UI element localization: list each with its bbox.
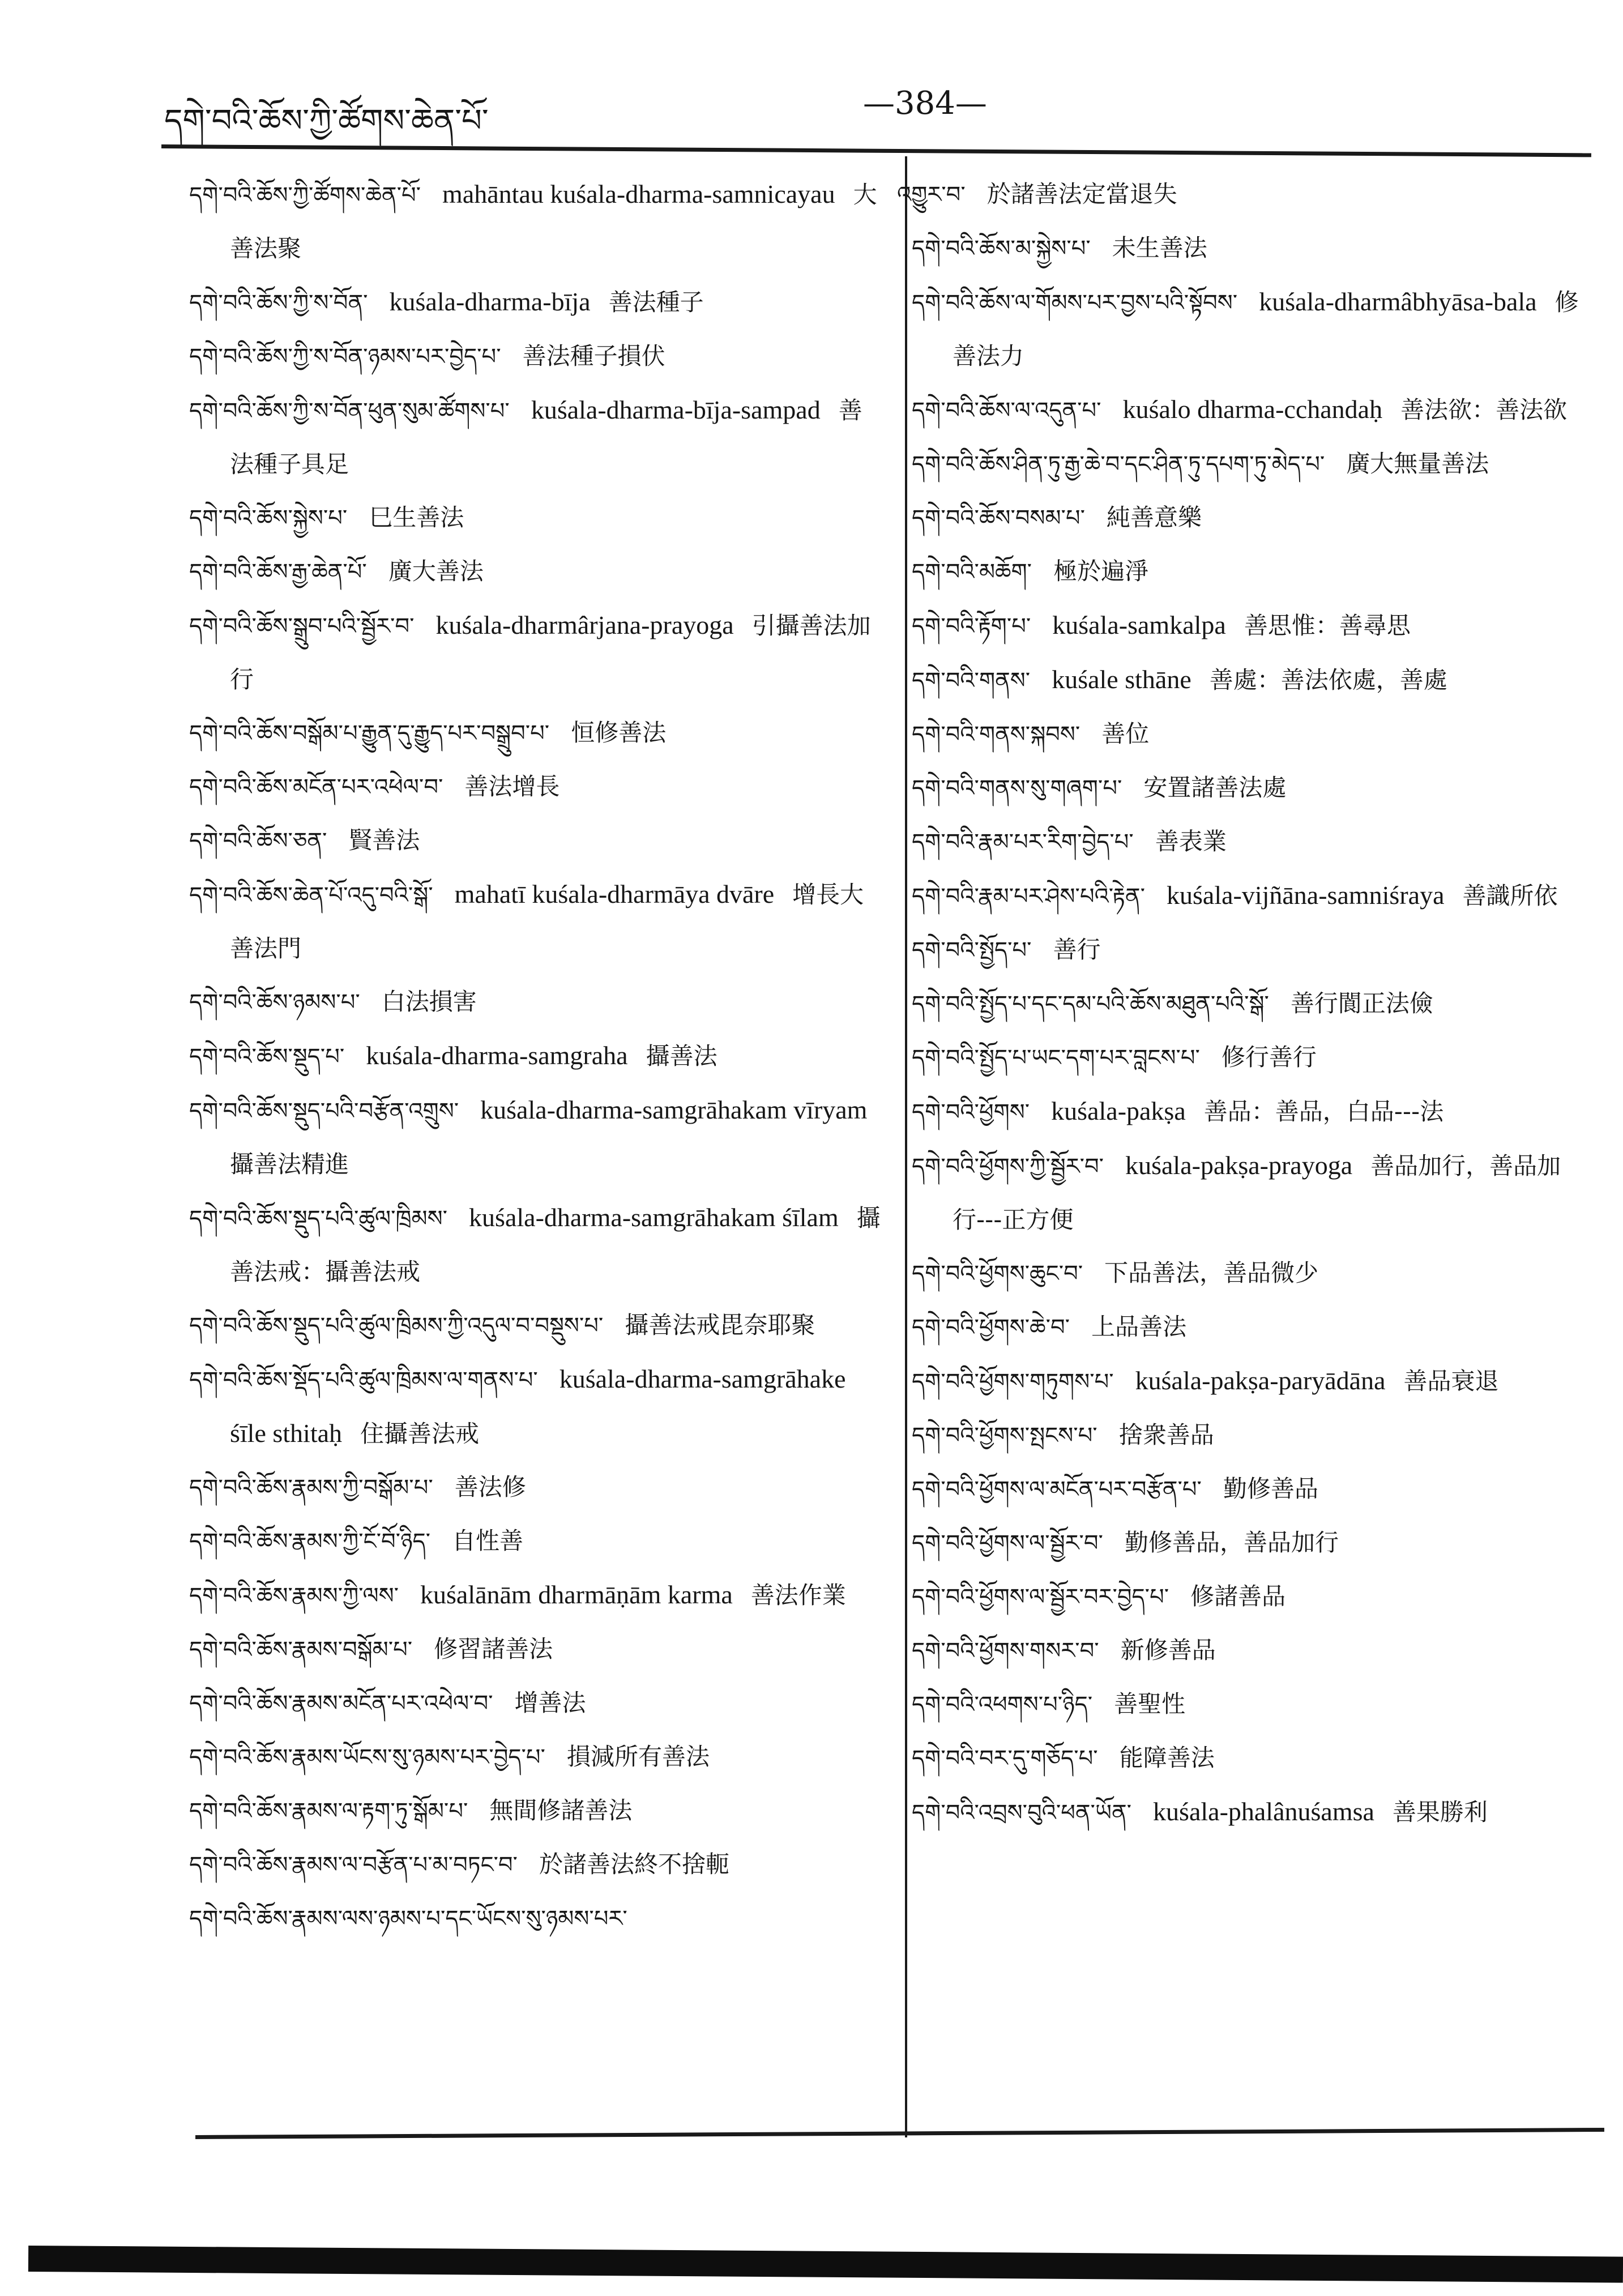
chinese-translation: 新修善品 <box>1120 1636 1216 1664</box>
tibetan-headword: དགེ་བའི་ཆོས་རྣམས་ལ་བརྩོན་པ་མ་བཏང་བ་ <box>189 1852 518 1878</box>
tibetan-headword: དགེ་བའི་མཆོག་ <box>912 559 1032 585</box>
chinese-translation: 修善法力 <box>953 288 1579 370</box>
sanskrit-equivalent: kuśalo dharma-cchandaḥ <box>1122 395 1383 424</box>
tibetan-headword: དགེ་བའི་ཆོས་མ་སྐྱེས་པ་ <box>912 236 1091 262</box>
tibetan-headword: དགེ་བའི་བར་དུ་གཅོད་པ་ <box>912 1746 1098 1772</box>
chinese-translation: 攝善法 <box>646 1042 717 1070</box>
dictionary-entry <box>189 1191 886 1299</box>
dictionary-entry <box>189 706 886 760</box>
chinese-translation: 能障善法 <box>1119 1744 1215 1772</box>
sanskrit-equivalent: mahatī kuśala-dharmāya dvāre <box>454 880 775 908</box>
tibetan-headword: དགེ་བའི་ཕྱོགས་ཆེ་བ་ <box>912 1315 1070 1341</box>
dictionary-entry <box>912 869 1588 923</box>
sanskrit-equivalent: kuśala-dharma-bīja <box>389 287 591 316</box>
tibetan-headword: དགེ་བའི་སྤྱོད་པ་ <box>912 937 1032 963</box>
dictionary-entry <box>189 1299 886 1352</box>
sanskrit-equivalent: kuśala-dharma-samgrāhakam vīryam <box>480 1095 868 1124</box>
chinese-translation: 純善意樂 <box>1107 503 1202 531</box>
tibetan-headword: དགེ་བའི་ཕྱོགས་ལ་མངོན་པར་བརྩོན་པ་ <box>912 1476 1202 1503</box>
chinese-translation: 善法種子損伏 <box>522 342 665 370</box>
tibetan-headword: དགེ་བའི་རྟོག་པ་ <box>912 613 1031 639</box>
dictionary-entry <box>189 1568 886 1623</box>
page-number: —384— <box>863 85 987 122</box>
tibetan-headword: དགེ་བའི་ཕྱོགས་ཆུང་བ་ <box>912 1261 1083 1287</box>
sanskrit-equivalent: kuśala-pakṣa <box>1051 1096 1186 1125</box>
chinese-translation: 未生善法 <box>1112 234 1207 262</box>
chinese-translation: 增善法 <box>514 1689 586 1717</box>
chinese-translation: 大善法聚 <box>230 181 877 262</box>
sanskrit-equivalent: kuśala-pakṣa-prayoga <box>1125 1151 1353 1180</box>
tibetan-headword: དགེ་བའི་ཆོས་ཆེན་པོ་འདུ་བའི་སྒོ་ <box>189 882 433 908</box>
dictionary-entry <box>189 1623 886 1676</box>
chinese-translation: 善品加行，善品加行---正方便 <box>953 1152 1561 1234</box>
sanskrit-equivalent: kuśala-dharmârjana-prayoga <box>435 611 734 639</box>
dictionary-entry <box>912 1409 1588 1462</box>
dictionary-entry <box>189 868 886 975</box>
dictionary-entry <box>912 491 1588 545</box>
dictionary-entry <box>912 1462 1588 1516</box>
sanskrit-equivalent: kuśalānām dharmāṇām karma <box>420 1580 733 1609</box>
tibetan-headword: དགེ་བའི་ཆོས་རྒྱ་ཆེན་པོ་ <box>189 559 367 585</box>
chinese-translation: 勤修善品 <box>1223 1475 1318 1503</box>
tibetan-headword: དགེ་བའི་འཕགས་པ་ཉིད་ <box>912 1692 1093 1718</box>
tibetan-headword: དགེ་བའི་ཆོས་སྐྱེས་པ་ <box>189 505 348 531</box>
chinese-translation: 安置諸善法處 <box>1143 774 1287 801</box>
tibetan-headword: དགེ་བའི་ཆོས་སྡུད་པའི་བརྩོན་འགྲུས་ <box>189 1098 459 1124</box>
sanskrit-equivalent: kuśale sthāne <box>1052 665 1191 694</box>
chinese-translation: 善法作業 <box>750 1581 846 1609</box>
dictionary-entry <box>189 1784 886 1838</box>
chinese-translation: 住攝善法戒 <box>360 1420 480 1448</box>
sanskrit-equivalent: mahāntau kuśala-dharma-samnicayau <box>442 180 835 208</box>
dictionary-entry <box>912 761 1588 815</box>
left-column <box>189 168 886 1945</box>
chinese-translation: 善品：善品，白品---法 <box>1203 1098 1444 1125</box>
chinese-translation: 修習諸善法 <box>434 1635 553 1663</box>
tibetan-headword: དགེ་བའི་ཆོས་ཀྱི་ས་བོན་ <box>189 290 368 316</box>
chinese-translation: 善聖性 <box>1114 1690 1186 1718</box>
tibetan-headword: དགེ་བའི་ཆོས་རྣམས་ལས་ཉམས་པ་དང་ཡོངས་སུ་ཉམས་པར་ <box>189 1906 627 1932</box>
dictionary-entry <box>912 815 1588 869</box>
tibetan-headword: དགེ་བའི་ཆོས་སྡོད་པའི་ཚུལ་ཁྲིམས་ལ་གནས་པ་ <box>189 1367 538 1393</box>
chinese-translation: 增長大善法門 <box>230 881 864 962</box>
dictionary-entry <box>912 977 1588 1031</box>
running-head-title: དགེ་བའི་ཆོས་ཀྱི་ཚོགས་ཆེན་པོ་ <box>164 103 489 139</box>
tibetan-headword: དགེ་བའི་རྣམ་པར་ཤེས་པའི་རྟེན་ <box>912 884 1145 910</box>
dictionary-entry <box>912 1354 1588 1409</box>
column-divider <box>905 156 907 2137</box>
dictionary-entry <box>912 1247 1588 1300</box>
tibetan-headword: དགེ་བའི་ཆོས་རྣམས་ཀྱི་བསྒོམ་པ་ <box>189 1475 433 1501</box>
dictionary-entry <box>189 1514 886 1568</box>
chinese-translation: 廣大善法 <box>388 557 484 585</box>
sanskrit-equivalent: kuśala-dharma-samgrāhake śīle sthitaḥ <box>230 1364 846 1448</box>
dictionary-entry <box>189 275 886 330</box>
chinese-translation: 勤修善品，善品加行 <box>1124 1529 1339 1556</box>
tibetan-headword: དགེ་བའི་གནས་ <box>912 668 1031 694</box>
chinese-translation: 善法種子 <box>608 288 704 316</box>
chinese-translation: 攝善法精進 <box>230 1150 349 1178</box>
tibetan-headword: དགེ་བའི་ཆོས་སྡུད་པ་ <box>189 1044 345 1070</box>
dictionary-entry <box>912 1516 1588 1570</box>
dictionary-entry <box>189 330 886 383</box>
tibetan-headword: དགེ་བའི་ཕྱོགས་ལ་སྦྱོར་བར་བྱེད་པ་ <box>912 1584 1169 1610</box>
sanskrit-equivalent: kuśala-dharma-samgrāhakam śīlam <box>469 1203 839 1232</box>
tibetan-headword: དགེ་བའི་ཆོས་སྒྲུབ་པའི་སྦྱོར་བ་ <box>189 613 415 639</box>
tibetan-headword: དགེ་བའི་སྤྱོད་པ་དང་དམ་པའི་ཆོས་མཐུན་པའི་སྒོ་ <box>912 991 1269 1017</box>
chinese-translation: 恒修善法 <box>571 719 667 746</box>
tibetan-headword: དགེ་བའི་ཕྱོགས་ཀྱི་སྦྱོར་བ་ <box>912 1154 1104 1180</box>
tibetan-headword: དགེ་བའི་ཆོས་ལ་གོམས་པར་བྱས་པའི་སྟོབས་ <box>912 290 1238 316</box>
dictionary-entry <box>912 1624 1588 1678</box>
dictionary-entry <box>912 383 1588 437</box>
tibetan-headword: དགེ་བའི་འབྲས་བུའི་ཕན་ཡོན་ <box>912 1800 1132 1826</box>
chinese-translation: 廣大無量善法 <box>1346 450 1489 477</box>
tibetan-headword: དགེ་བའི་ཕྱོགས་ལ་སྦྱོར་བ་ <box>912 1530 1103 1556</box>
tibetan-headword: དགེ་བའི་ཆོས་རྣམས་ཀྱི་ལས་ <box>189 1583 399 1609</box>
dictionary-entry <box>189 168 886 275</box>
chinese-translation: 賢善法 <box>348 826 420 854</box>
chinese-translation: 上品善法 <box>1091 1313 1187 1341</box>
dictionary-entry <box>912 923 1588 977</box>
dictionary-entry <box>189 383 886 491</box>
tibetan-headword: དགེ་བའི་གནས་སྐབས་ <box>912 722 1080 748</box>
chinese-translation: 善法欲：善法欲 <box>1400 396 1568 424</box>
chinese-translation: 白法損害 <box>381 988 477 1015</box>
tibetan-headword: དགེ་བའི་ཆོས་ཤིན་ཏུ་རྒྱ་ཆེ་བ་དང་ཤིན་ཏུ་དཔག་ཏུ་མེད་པ་ <box>912 451 1325 477</box>
tibetan-headword: དགེ་བའི་རྣམ་པར་རིག་བྱེད་པ་ <box>912 829 1134 855</box>
sanskrit-equivalent: kuśala-dharmâbhyāsa-bala <box>1259 287 1537 316</box>
dictionary-entry <box>912 599 1588 653</box>
tibetan-headword: དགེ་བའི་ཆོས་རྣམས་ཡོངས་སུ་ཉམས་པར་བྱེད་པ་ <box>189 1744 545 1770</box>
tibetan-headword: དགེ་བའི་ཆོས་ལ་འདུན་པ་ <box>912 398 1101 424</box>
tibetan-headword: དགེ་བའི་ཆོས་མངོན་པར་འཕེལ་བ་ <box>189 774 443 800</box>
dictionary-entry <box>189 1838 886 1892</box>
chinese-translation: 無間修諸善法 <box>489 1796 633 1824</box>
dictionary-entry <box>912 653 1588 707</box>
chinese-translation: 善位 <box>1101 720 1150 748</box>
chinese-translation: 善表業 <box>1155 827 1227 855</box>
dictionary-entry <box>912 707 1588 761</box>
sanskrit-equivalent: kuśala-dharma-bīja-sampad <box>531 395 821 424</box>
dictionary-entry <box>189 1730 886 1784</box>
chinese-translation: 修行善行 <box>1221 1043 1317 1071</box>
tibetan-headword: དགེ་བའི་ཆོས་རྣམས་ལ་རྟག་ཏུ་སྒོམ་པ་ <box>189 1798 468 1824</box>
chinese-translation: 自性善 <box>452 1527 524 1555</box>
dictionary-entry <box>189 1352 886 1461</box>
chinese-translation: 善品衰退 <box>1403 1367 1499 1395</box>
sanskrit-equivalent: kuśala-vijñāna-samniśraya <box>1167 881 1445 910</box>
tibetan-headword: དགེ་བའི་ཆོས་སྡུད་པའི་ཚུལ་ཁྲིམས་ <box>189 1206 448 1232</box>
dictionary-entry <box>189 814 886 868</box>
dictionary-entry <box>912 1085 1588 1139</box>
chinese-translation: 損減所有善法 <box>566 1743 710 1770</box>
dictionary-entry <box>189 1892 886 1945</box>
dictionary-entry <box>189 1676 886 1730</box>
chinese-translation: 捨衆善品 <box>1118 1421 1214 1449</box>
dictionary-entry <box>897 168 1588 221</box>
dictionary-entry <box>912 1300 1588 1354</box>
chinese-translation: 極於遍淨 <box>1053 557 1149 585</box>
sanskrit-equivalent: kuśala-dharma-samgraha <box>366 1041 628 1070</box>
tibetan-headword: དགེ་བའི་ཆོས་བསམ་པ་ <box>912 505 1085 531</box>
chinese-translation: 善處：善法依處，善處 <box>1209 666 1447 694</box>
chinese-translation: 善識所依 <box>1462 882 1558 910</box>
chinese-translation: 修諸善品 <box>1190 1582 1286 1610</box>
chinese-translation: 善法種子具足 <box>230 396 862 478</box>
dictionary-entry <box>912 221 1588 275</box>
chinese-translation: 攝善法戒：攝善法戒 <box>230 1204 881 1286</box>
sanskrit-equivalent: kuśala-phalânuśamsa <box>1153 1797 1374 1826</box>
tibetan-headword: དགེ་བའི་ཆོས་རྣམས་ཀྱི་ངོ་བོ་ཉིད་ <box>189 1529 431 1555</box>
chinese-translation: 攝善法戒毘奈耶聚 <box>625 1311 815 1339</box>
sanskrit-equivalent: kuśala-pakṣa-paryādāna <box>1135 1366 1386 1395</box>
tibetan-headword: དགེ་བའི་ཕྱོགས་སྤངས་པ་ <box>912 1423 1097 1449</box>
tibetan-headword: དགེ་བའི་ཕྱོགས་ <box>912 1099 1030 1125</box>
tibetan-headword: དགེ་བའི་ཆོས་སྡུད་པའི་ཚུལ་ཁྲིམས་ཀྱི་འདུལ་བ་བསྡུས་པ་ <box>189 1313 604 1339</box>
dictionary-entry <box>912 1731 1588 1785</box>
dictionary-entry <box>189 760 886 814</box>
tibetan-headword: དགེ་བའི་ཆོས་བསྒོམ་པ་རྒྱུན་དུ་རྒྱུད་པར་བསྒྲུབ་པ་ <box>189 720 550 746</box>
chinese-translation: 於諸善法定當退失 <box>986 180 1177 208</box>
sanskrit-equivalent: kuśala-samkalpa <box>1052 611 1226 639</box>
chinese-translation: 巳生善法 <box>369 503 464 531</box>
chinese-translation: 善行閬正法儉 <box>1290 989 1433 1017</box>
dictionary-entry <box>912 275 1588 383</box>
dictionary-entry <box>189 1083 886 1191</box>
chinese-translation: 善思惟：善尋思 <box>1244 612 1411 639</box>
dictionary-entry <box>912 545 1588 599</box>
tibetan-headword: དགེ་བའི་ཆོས་ཉམས་པ་ <box>189 989 360 1015</box>
dictionary-entry <box>912 437 1588 491</box>
dictionary-entry <box>912 1139 1588 1247</box>
chinese-translation: 下品善法，善品微少 <box>1104 1259 1319 1287</box>
tibetan-headword: དགེ་བའི་ཕྱོགས་གཏུགས་པ་ <box>912 1369 1114 1395</box>
dictionary-entry <box>912 1570 1588 1624</box>
tibetan-headword: འགྱུར་བ་ <box>897 182 966 208</box>
chinese-translation: 引攝善法加行 <box>230 612 871 693</box>
tibetan-headword: དགེ་བའི་ཆོས་རྣམས་བསྒོམ་པ་ <box>189 1637 413 1663</box>
tibetan-headword: དགེ་བའི་ཆོས་ཅན་ <box>189 828 327 854</box>
tibetan-headword: དགེ་བའི་གནས་སུ་གཞག་པ་ <box>912 775 1122 801</box>
tibetan-headword: དགེ་བའི་ཆོས་ཀྱི་ས་བོན་ཕུན་སུམ་ཚོགས་པ་ <box>189 398 510 424</box>
tibetan-headword: དགེ་བའི་ཆོས་ཀྱི་ཚོགས་ཆེན་པོ་ <box>189 182 421 208</box>
dictionary-entry <box>189 545 886 599</box>
dictionary-entry <box>189 1029 886 1083</box>
dictionary-entry <box>189 599 886 706</box>
chinese-translation: 於諸善法終不捨軛 <box>539 1850 729 1878</box>
dictionary-entry <box>189 491 886 545</box>
dictionary-entry <box>912 1678 1588 1731</box>
dictionary-entry <box>912 1785 1588 1840</box>
chinese-translation: 善法增長 <box>464 773 560 800</box>
chinese-translation: 善法修 <box>454 1473 526 1501</box>
chinese-translation: 善果勝利 <box>1392 1798 1488 1826</box>
tibetan-headword: དགེ་བའི་ཆོས་རྣམས་མངོན་པར་འཕེལ་བ་ <box>189 1691 493 1717</box>
dictionary-entry <box>912 1031 1588 1085</box>
tibetan-headword: དགེ་བའི་ཕྱོགས་གསར་བ་ <box>912 1638 1099 1664</box>
dictionary-entry <box>189 1461 886 1514</box>
dictionary-entry <box>189 975 886 1029</box>
scan-edge-band <box>28 2246 1623 2283</box>
tibetan-headword: དགེ་བའི་སྤྱོད་པ་ཡང་དག་པར་བླངས་པ་ <box>912 1045 1200 1071</box>
bottom-rule <box>195 2128 1604 2139</box>
tibetan-headword: དགེ་བའི་ཆོས་ཀྱི་ས་བོན་ཉམས་པར་བྱེད་པ་ <box>189 344 501 370</box>
chinese-translation: 善行 <box>1053 936 1101 963</box>
right-column <box>897 168 1588 1840</box>
